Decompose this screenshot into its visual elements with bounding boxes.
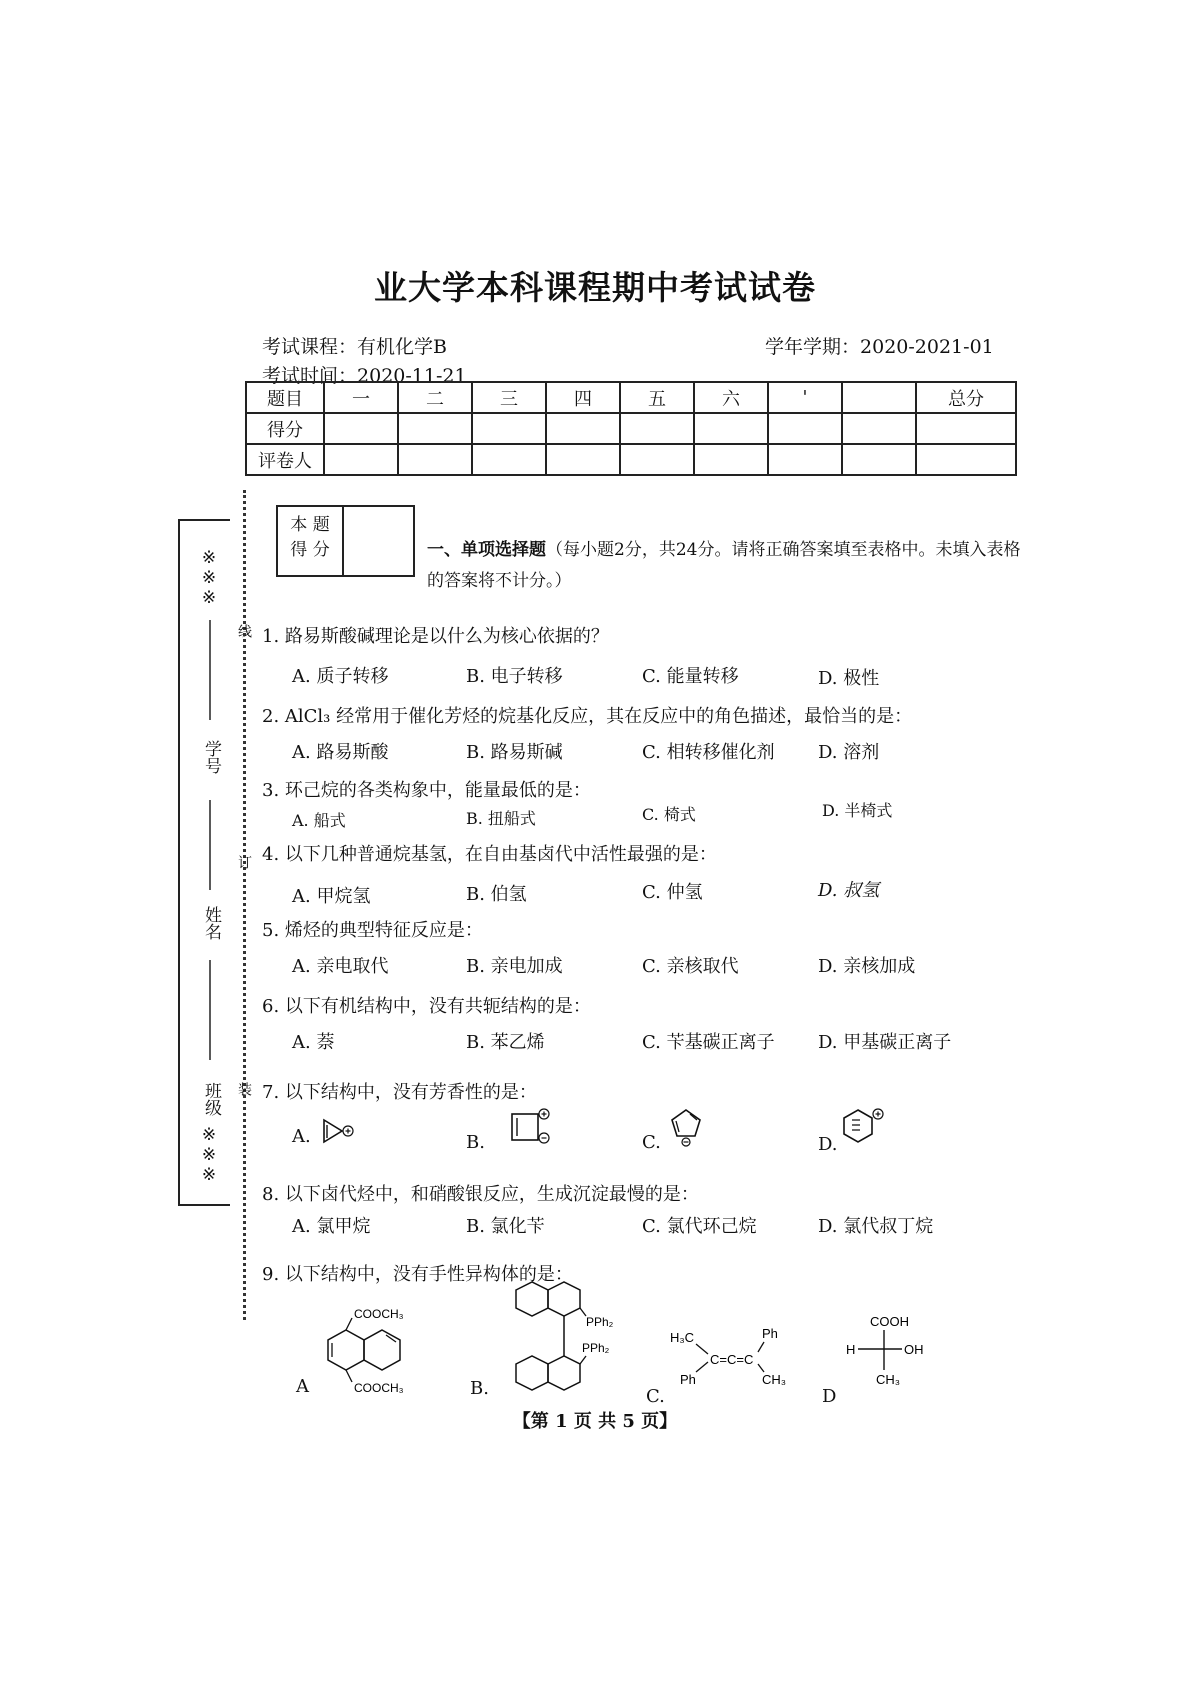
q9-option-c[interactable]: C.	[646, 1386, 665, 1407]
q9-structure-a	[316, 1300, 436, 1400]
binding-marks-bottom: ※※※	[199, 1125, 219, 1185]
grader-cell[interactable]	[620, 444, 694, 475]
q9-structure-d	[842, 1312, 942, 1392]
grader-cell[interactable]	[398, 444, 472, 475]
binding-xian: 线	[236, 624, 252, 638]
section-heading	[427, 535, 1027, 597]
q2-option-c[interactable]: C. 相转移催化剂	[642, 742, 775, 763]
q3-option-c[interactable]: C. 椅式	[642, 805, 696, 824]
q9c-ch3: CH₃	[762, 1372, 787, 1387]
score-table-grader-row	[246, 444, 1016, 475]
q9d-oh: OH	[904, 1342, 924, 1357]
q6-option-b[interactable]: B. 苯乙烯	[466, 1032, 545, 1053]
q9b-top-label: PPh₂	[586, 1315, 614, 1329]
q2-option-a[interactable]: A. 路易斯酸	[292, 742, 389, 763]
grader-cell[interactable]	[472, 444, 546, 475]
q5-option-c[interactable]: C. 亲核取代	[642, 956, 739, 977]
question-2: 2. AlCl₃ 经常用于催化芳烃的烷基化反应，其在反应中的角色描述，最恰当的是：	[262, 706, 913, 727]
section-title: 一、单项选择题	[427, 540, 546, 560]
score-cell[interactable]	[398, 413, 472, 444]
q9-option-a[interactable]: A	[296, 1376, 309, 1397]
course-value: 有机化学B	[357, 336, 447, 358]
q2-option-b[interactable]: B. 路易斯碱	[466, 742, 563, 763]
binding-xingming: 姓名	[201, 906, 221, 940]
time-value: 2020-11-21	[357, 365, 467, 387]
q9a-top-label: COOCH₃	[354, 1307, 404, 1321]
question-6: 6. 以下有机结构中，没有共轭结构的是：	[262, 996, 591, 1017]
term-value: 2020-2021-01	[860, 336, 994, 358]
binding-marks-top: ※※※	[199, 548, 219, 608]
q9-option-b[interactable]: B.	[470, 1378, 489, 1399]
q5-option-d[interactable]: D. 亲核加成	[818, 956, 916, 977]
q9c-ph-bottom: Ph	[680, 1372, 696, 1387]
grader-cell[interactable]	[768, 444, 842, 475]
col-7: '	[768, 382, 842, 413]
question-8: 8. 以下卤代烃中，和硝酸银反应，生成沉淀最慢的是：	[262, 1184, 699, 1205]
term-line	[765, 332, 994, 359]
page-footer: 【第 1 页 共 5 页】	[512, 1411, 678, 1432]
time-label: 考试时间：	[262, 365, 358, 387]
q3-option-d[interactable]: D. 半椅式	[822, 801, 893, 820]
page-title: 业大学本科课程期中考试试卷	[374, 268, 816, 307]
score-cell[interactable]	[768, 413, 842, 444]
score-table	[245, 381, 1017, 476]
question-score-box	[276, 505, 415, 577]
q8-option-b[interactable]: B. 氯化苄	[466, 1216, 545, 1237]
question-5: 5. 烯烃的典型特征反应是：	[262, 920, 483, 941]
q1-option-b[interactable]: B. 电子转移	[466, 666, 563, 687]
q7-structure-c	[666, 1104, 706, 1152]
binding-underlines	[200, 560, 230, 1200]
col-2: 二	[398, 382, 472, 413]
q9d-cooh: COOH	[870, 1314, 909, 1329]
q3-option-b[interactable]: B. 扭船式	[466, 809, 536, 828]
question-9: 9. 以下结构中，没有手性异构体的是：	[262, 1264, 573, 1285]
q1-option-c[interactable]: C. 能量转移	[642, 666, 739, 687]
grader-cell[interactable]	[916, 444, 1016, 475]
score-cell[interactable]	[324, 413, 398, 444]
col-4: 四	[546, 382, 620, 413]
q9-structure-c	[666, 1322, 806, 1392]
q9c-h3c: H₃C	[670, 1330, 695, 1345]
score-table-score-row	[246, 413, 1016, 444]
q2-option-d[interactable]: D. 溶剂	[818, 742, 880, 763]
question-7: 7. 以下结构中，没有芳香性的是：	[262, 1082, 537, 1103]
grader-cell[interactable]	[324, 444, 398, 475]
binding-zhuang: 装	[236, 1082, 252, 1096]
q9-option-d[interactable]: D	[822, 1386, 837, 1407]
section-desc: （每小题2分，共24分。请将正确答案填至表格中。未填入表格的答案将不计分。）	[427, 540, 1021, 591]
col-3: 三	[472, 382, 546, 413]
q4-option-b[interactable]: B. 伯氢	[466, 884, 527, 905]
term-label: 学年学期：	[765, 336, 861, 358]
col-8	[842, 382, 916, 413]
q7-option-a[interactable]: A.	[292, 1126, 311, 1147]
row-header-score: 得分	[246, 413, 324, 444]
q7-structure-d	[838, 1104, 884, 1150]
q9b-bottom-label: PPh₂	[582, 1341, 610, 1355]
q6-option-c[interactable]: C. 苄基碳正离子	[642, 1032, 775, 1053]
q8-option-c[interactable]: C. 氯代环己烷	[642, 1216, 757, 1237]
q9c-allene: C=C=C	[710, 1352, 754, 1367]
binding-ding: 订	[236, 855, 252, 869]
binding-xuehao: 学号	[201, 740, 221, 774]
score-cell[interactable]	[842, 413, 916, 444]
q7-option-b[interactable]: B.	[466, 1132, 485, 1153]
q1-option-a[interactable]: A. 质子转移	[292, 666, 389, 687]
q5-option-a[interactable]: A. 亲电取代	[292, 956, 389, 977]
q9-structure-b	[494, 1276, 624, 1406]
q3-option-a[interactable]: A. 船式	[292, 811, 346, 830]
binding-banji: 班级	[201, 1082, 221, 1116]
question-3: 3. 环己烷的各类构象中，能量最低的是：	[262, 780, 591, 801]
q7-structure-a	[318, 1112, 358, 1152]
score-table-header-row	[246, 382, 1016, 413]
grader-cell[interactable]	[546, 444, 620, 475]
score-cell[interactable]	[620, 413, 694, 444]
q4-option-c[interactable]: C. 仲氢	[642, 882, 703, 903]
q5-option-b[interactable]: B. 亲电加成	[466, 956, 563, 977]
col-total: 总分	[916, 382, 1016, 413]
q7-option-d[interactable]: D.	[818, 1134, 838, 1155]
q9c-ph-top: Ph	[762, 1326, 778, 1341]
q8-option-a[interactable]: A. 氯甲烷	[292, 1216, 371, 1237]
score-box-line2: 得 分	[290, 540, 330, 560]
row-header-grader: 评卷人	[246, 444, 324, 475]
q7-structure-b	[506, 1104, 554, 1150]
score-box-line1: 本 题	[290, 515, 330, 535]
q4-option-a[interactable]: A. 甲烷氢	[292, 886, 371, 907]
score-cell[interactable]	[694, 413, 768, 444]
course-label: 考试课程：	[262, 336, 358, 358]
grader-cell[interactable]	[694, 444, 768, 475]
q1-option-d[interactable]: D. 极性	[818, 668, 880, 689]
col-5: 五	[620, 382, 694, 413]
question-1: 1. 路易斯酸碱理论是以什么为核心依据的？	[262, 626, 609, 647]
q9d-ch3: CH₃	[876, 1372, 901, 1387]
q8-option-d[interactable]: D. 氯代叔丁烷	[818, 1216, 934, 1237]
score-cell[interactable]	[916, 413, 1016, 444]
row-header-topic: 题目	[246, 382, 324, 413]
question-4: 4. 以下几种普通烷基氢，在自由基卤代中活性最强的是：	[262, 844, 717, 865]
q9a-bottom-label: COOCH₃	[354, 1381, 404, 1395]
binding-dotted-line	[243, 490, 246, 1320]
q6-option-d[interactable]: D. 甲基碳正离子	[818, 1032, 952, 1053]
q7-option-c[interactable]: C.	[642, 1132, 661, 1153]
question-score-label	[278, 507, 344, 575]
q4-option-d[interactable]: D. 叔氢	[818, 880, 880, 901]
col-1: 一	[324, 382, 398, 413]
course-line	[262, 332, 447, 359]
q6-option-a[interactable]: A. 萘	[292, 1032, 335, 1053]
q9d-h: H	[846, 1342, 856, 1357]
grader-cell[interactable]	[842, 444, 916, 475]
score-cell[interactable]	[472, 413, 546, 444]
col-6: 六	[694, 382, 768, 413]
score-cell[interactable]	[546, 413, 620, 444]
